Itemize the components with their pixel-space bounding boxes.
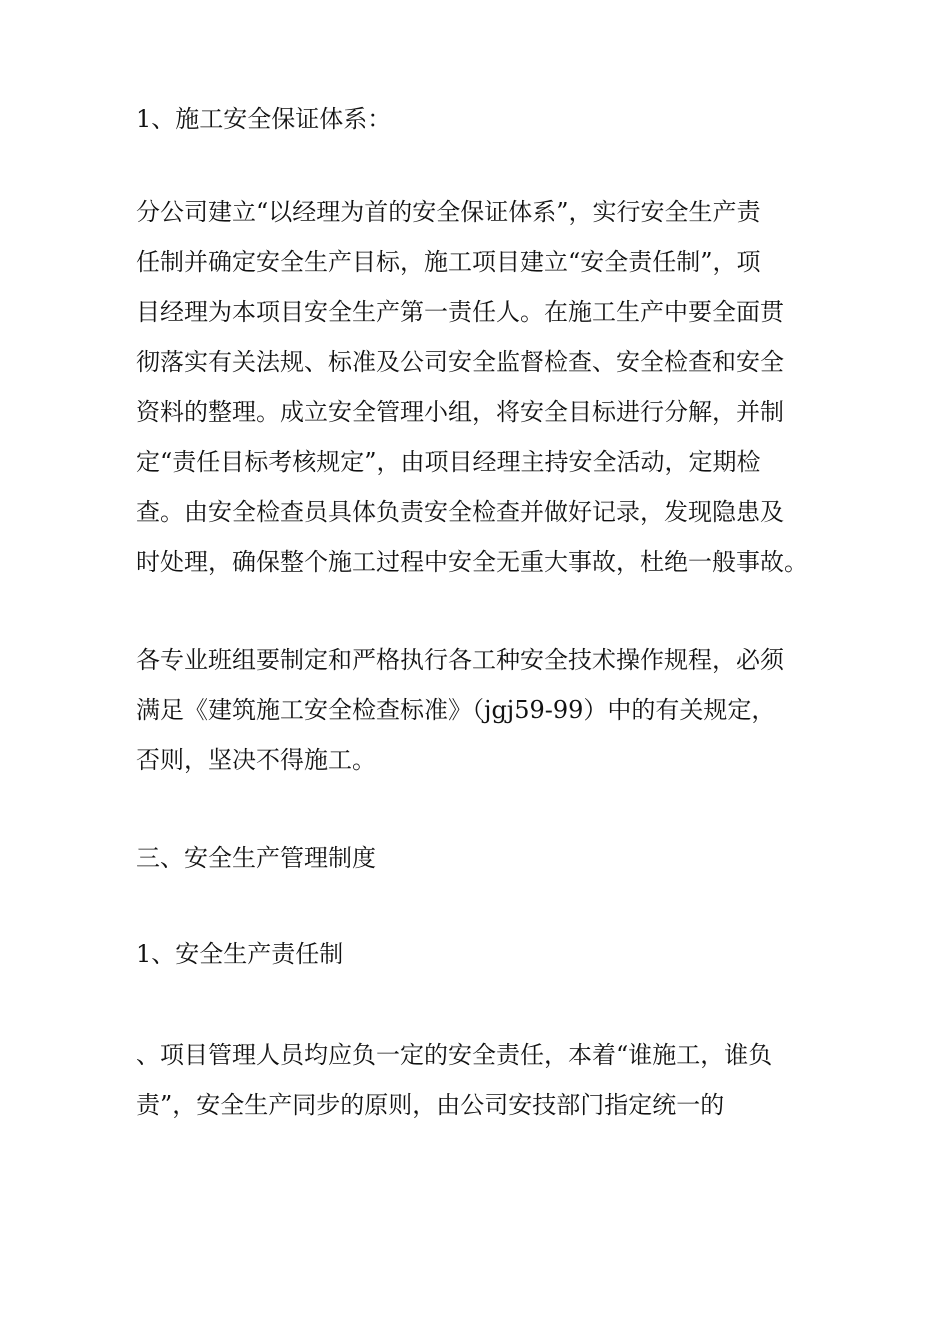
heading-text: 1、安全生产责任制	[136, 940, 344, 968]
paragraph-responsibility	[136, 1030, 836, 1130]
paragraph-line: 定“责任目标考核规定”，由项目经理主持安全活动，定期检	[136, 448, 761, 476]
paragraph-line: 目经理为本项目安全生产第一责任人。在施工生产中要全面贯	[136, 298, 784, 326]
subsection-heading-responsibility	[136, 929, 836, 979]
paragraph-line: 彻落实有关法规、标准及公司安全监督检查、安全检查和安全	[136, 348, 784, 376]
heading-text: 三、安全生产管理制度	[136, 844, 376, 872]
paragraph-line: 、项目管理人员均应负一定的安全责任，本着“谁施工，谁负	[136, 1041, 773, 1069]
paragraph-line: 否则，坚决不得施工。	[136, 746, 376, 774]
paragraph-line: 任制并确定安全生产目标，施工项目建立“安全责任制”，项	[136, 248, 761, 276]
paragraph-line: 查。由安全检查员具体负责安全检查并做好记录，发现隐患及	[136, 498, 784, 526]
paragraph-line: 资料的整理。成立安全管理小组，将安全目标进行分解，并制	[136, 398, 784, 426]
paragraph-line: 满足《建筑施工安全检查标准》（jgj59-99）中的有关规定，	[136, 696, 776, 724]
paragraph-line: 责”，安全生产同步的原则，由公司安技部门指定统一的	[136, 1091, 725, 1119]
paragraph-line: 分公司建立“以经理为首的安全保证体系”，实行安全生产责	[136, 198, 761, 226]
section-heading-safety-system	[136, 94, 836, 144]
heading-text: 1、施工安全保证体系：	[136, 105, 392, 133]
paragraph-line: 各专业班组要制定和严格执行各工种安全技术操作规程，必须	[136, 646, 784, 674]
paragraph-team-rules	[136, 635, 836, 785]
paragraph-line: 时处理，确保整个施工过程中安全无重大事故，杜绝一般事故。	[136, 548, 808, 576]
paragraph-safety-system	[136, 187, 836, 587]
section-heading-management-system	[136, 833, 836, 883]
